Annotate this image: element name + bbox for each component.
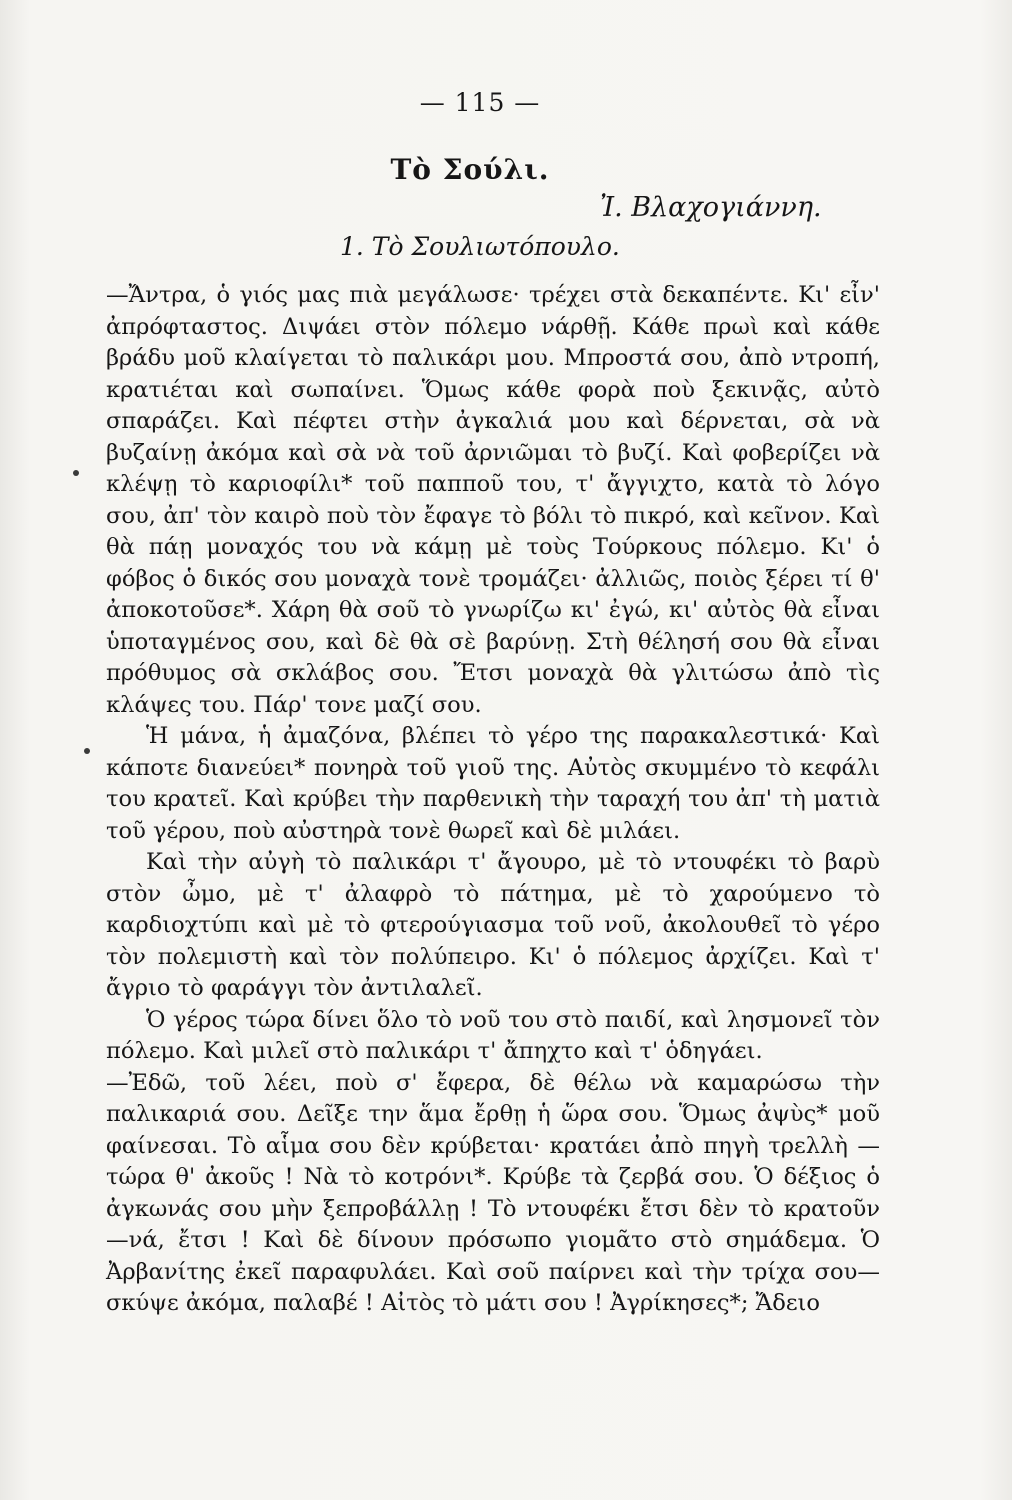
author-name: Ἰ. Βλαχογιάννη. <box>600 192 822 223</box>
margin-dot-mark <box>84 748 90 754</box>
paragraph-4: Ὁ γέρος τώρα δίνει ὅλο τὸ νοῦ του στὸ παιδί, καὶ λησμονεῖ τὸν πόλεμο. Καὶ μιλεῖ στὸ παλικάρι τ' ἄπηχτο καὶ τ' ὁδηγάει. <box>106 1006 880 1064</box>
margin-dot-mark <box>73 470 79 476</box>
paragraph-5: —Ἐδῶ, τοῦ λέει, ποὺ σ' ἔφερα, δὲ θέλω νὰ καμαρώσω τὴν παλικαριά σου. Δεῖξε την ἅμα ἔρθῃ ἡ ὥρα σου. Ὅμως ἀψὺς* μοῦ φαίνεσαι. Τὸ αἷμα σου δὲν κρύβεται· κρατάει ἀπὸ πηγὴ τρελλὴ —τώρα θ' ἀκοῦς ! Νὰ τὸ κοτρόνι*. Κρύβε τὰ ζερβά σου. Ὁ δέξιος ὁ ἀγκωνάς σου μὴν ξεπροβάλλῃ ! Τὸ ντουφέκι ἔτσι δὲν τὸ κρατοῦν —νά, ἔτσι ! Καὶ δὲ δίνουν πρόσωπο γιομᾶτο στὸ σημάδεμα. Ὁ Ἀρβανίτης ἐκεῖ παραφυλάει. Καὶ σοῦ παίρνει καὶ τὴν τρίχα σου— σκύψε ἀκόμα, παλαβέ ! Αἰτὸς τὸ μάτι σου ! Ἀγρίκησες*; Ἄδειο <box>106 1069 880 1316</box>
paragraph-3: Καὶ τὴν αὐγὴ τὸ παλικάρι τ' ἄγουρο, μὲ τὸ ντουφέκι τὸ βαρὺ στὸν ὦμο, μὲ τ' ἀλαφρὸ τὸ πάτημα, μὲ τὸ χαρούμενο τὸ καρδιοχτύπι καὶ μὲ τὸ φτερούγιασμα τοῦ νοῦ, ἀκολουθεῖ τὸ γέρο τὸν πολεμιστὴ καὶ τὸν πολύπειρο. Κι' ὁ πόλεμος ἀρχίζει. Καὶ τ' ἄγριο τὸ φαράγγι τὸν ἀντιλαλεῖ. <box>106 849 880 1001</box>
paragraph-1: —Ἄντρα, ὁ γιός μας πιὰ μεγάλωσε· τρέχει στὰ δεκαπέντε. Κι' εἶν' ἀπρόφταστος. Διψάει στὸν πόλεμο νάρθῇ. Κάθε πρωὶ καὶ κάθε βράδυ μοῦ κλαίγεται τὸ παλικάρι μου. Μπροστά σου, ἀπὸ ντροπή, κρατιέται καὶ σωπαίνει. Ὅμως κάθε φορὰ ποὺ ξεκινᾷς, αὐτὸ σπαράζει. Καὶ πέφτει στὴν ἀγκαλιά μου καὶ δέρνεται, σὰ νὰ βυζαίνῃ ἀκόμα καὶ σὰ νὰ τοῦ ἀρνιῶμαι τὸ βυζί. Καὶ φοβερίζει νὰ κλέψῃ τὸ καριοφίλι* τοῦ παπποῦ του, τ' ἄγγιχτο, κατὰ τὸ λόγο σου, ἀπ' τὸν καιρὸ ποὺ τὸν ἔφαγε τὸ βόλι τὸ πικρό, καὶ κεῖνον. Καὶ θὰ πάῃ μοναχός του νὰ κάμῃ μὲ τοὺς Τούρκους πόλεμο. Κι' ὁ φόβος ὁ δικός σου μοναχὰ τονὲ τρομάζει· ἀλλιῶς, ποιὸς ξέρει τί θ' ἀποκοτοῦσε*. Χάρη θὰ σοῦ τὸ γνωρίζω κι' ἐγώ, κι' αὐτὸς θὰ εἶναι ὑποταγμένος σου, καὶ δὲ θὰ σὲ βαρύνῃ. Στὴ θέλησή σου θὰ εἶναι πρόθυμος σὰ σκλάβος σου. Ἔτσι μοναχὰ θὰ γλιτώσω ἀπὸ τὶς κλάψες του. Πάρ' τονε μαζί σου. <box>106 282 880 718</box>
paragraph-2: Ἡ μάνα, ἡ ἀμαζόνα, βλέπει τὸ γέρο της παρακαλεστικά· Καὶ κάποτε διανεύει* πονηρὰ τοῦ γιοῦ της. Αὐτὸς σκυμμένο τὸ κεφάλι του κρατεῖ. Καὶ κρύβει τὴν παρθενικὴ τὴν ταραχή του ἀπ' τὴ ματιὰ τοῦ γέρου, ποὺ αὐστηρὰ τονὲ θωρεῖ καὶ δὲ μιλάει. <box>106 723 880 844</box>
section-heading: 1. Τὸ Σουλιωτόπουλο. <box>340 232 620 261</box>
page-number: — 115 — <box>419 88 541 117</box>
body-text <box>106 280 880 1320</box>
chapter-title: Τὸ Σούλι. <box>390 153 550 186</box>
